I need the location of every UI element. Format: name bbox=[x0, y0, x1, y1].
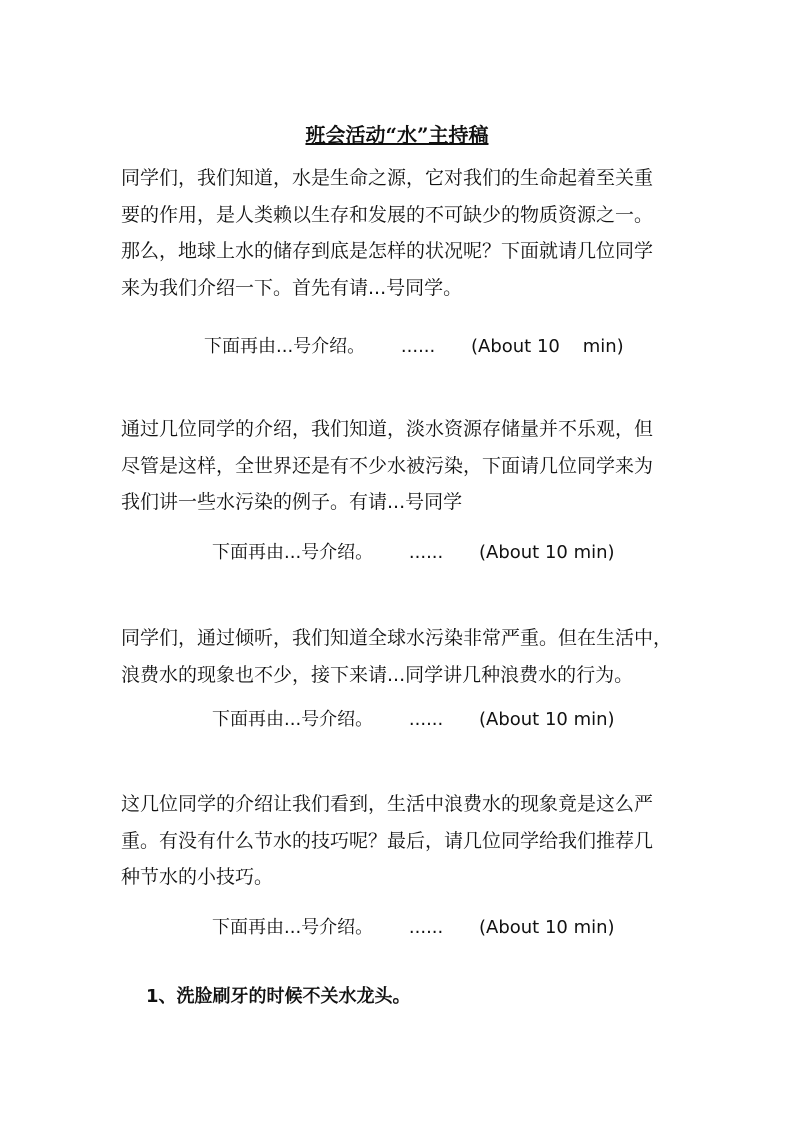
intro-time: (About 10 min) bbox=[478, 542, 615, 563]
intro-dots: ...... bbox=[408, 917, 444, 938]
paragraph-line: 这几位同学的介绍让我们看到，生活中浪费水的现象竟是这么严 bbox=[121, 793, 654, 815]
intro-time: (About 10 min) bbox=[470, 336, 624, 357]
paragraph-line: 同学们，通过倾听，我们知道全球水污染非常严重。但在生活中， bbox=[121, 627, 673, 649]
paragraph-line: 同学们，我们知道，水是生命之源，它对我们的生命起着至关重 bbox=[121, 167, 654, 189]
intro-line-4 bbox=[212, 913, 615, 943]
intro-line-1 bbox=[204, 332, 624, 362]
intro-text: 下面再由...号介绍。 bbox=[212, 542, 374, 563]
paragraph-4 bbox=[121, 786, 681, 896]
intro-dots: ...... bbox=[408, 709, 444, 730]
intro-dots: ...... bbox=[400, 336, 436, 357]
paragraph-line: 我们讲一些水污染的例子。有请...号同学 bbox=[121, 491, 463, 513]
paragraph-2 bbox=[121, 411, 681, 521]
paragraph-line: 尽管是这样，全世界还是有不少水被污染，下面请几位同学来为 bbox=[121, 454, 654, 477]
paragraph-1 bbox=[121, 160, 681, 306]
paragraph-3 bbox=[121, 620, 681, 693]
intro-time: (About 10 min) bbox=[478, 917, 615, 938]
paragraph-line: 那么，地球上水的储存到底是怎样的状况呢？下面就请几位同学 bbox=[121, 240, 654, 262]
intro-text: 下面再由...号介绍。 bbox=[204, 336, 366, 357]
paragraph-line: 要的作用，是人类赖以生存和发展的不可缺少的物质资源之一。 bbox=[121, 203, 654, 226]
intro-text: 下面再由...号介绍。 bbox=[212, 917, 374, 938]
tip-item-1: 1、洗脸刷牙的时候不关水龙头。 bbox=[146, 986, 411, 1007]
intro-line-3 bbox=[212, 705, 615, 735]
paragraph-line: 来为我们介绍一下。首先有请...号同学。 bbox=[121, 276, 463, 299]
intro-dots: ...... bbox=[408, 542, 444, 563]
intro-time: (About 10 min) bbox=[478, 709, 615, 730]
document-title: 班会活动“水”主持稿 bbox=[305, 123, 489, 147]
intro-line-2 bbox=[212, 538, 615, 568]
paragraph-line: 通过几位同学的介绍，我们知道，淡水资源存储量并不乐观，但 bbox=[121, 418, 654, 440]
paragraph-line: 种节水的小技巧。 bbox=[121, 866, 274, 888]
paragraph-line: 重。有没有什么节水的技巧呢？最后，请几位同学给我们推荐几 bbox=[121, 829, 654, 852]
intro-text: 下面再由...号介绍。 bbox=[212, 709, 374, 730]
paragraph-line: 浪费水的现象也不少，接下来请...同学讲几种浪费水的行为。 bbox=[121, 663, 634, 686]
